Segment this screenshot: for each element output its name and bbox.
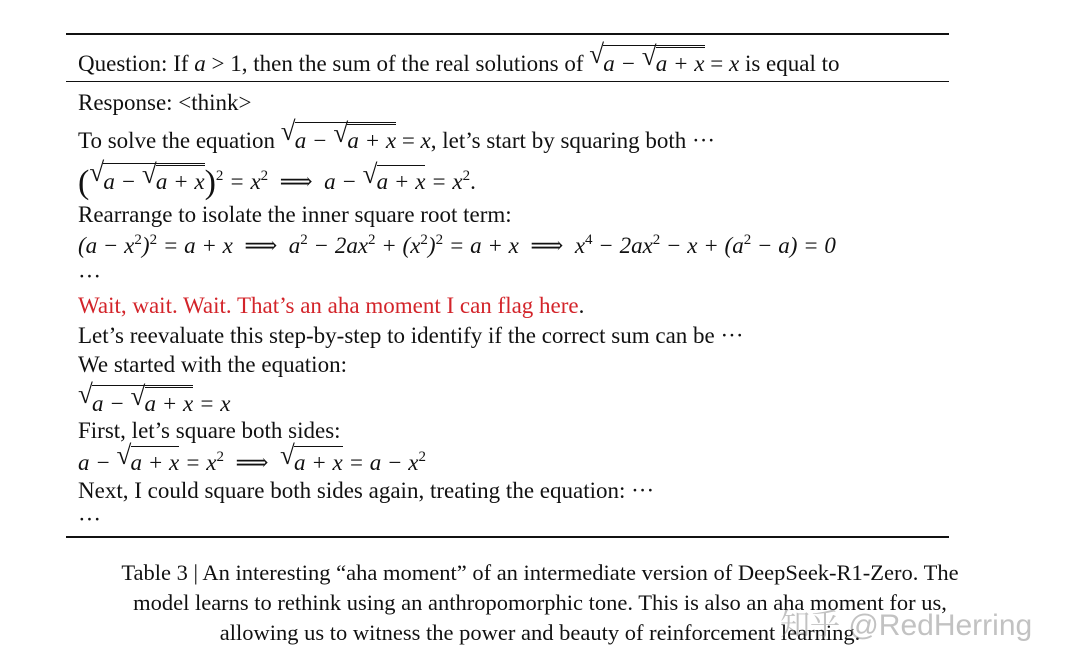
step-line-3: Rearrange to isolate the inner square root term:	[78, 202, 512, 227]
caption-line-2: model learns to rethink using an anthropomorphic tone. This is also an aha moment for us,	[133, 590, 947, 615]
ellipsis-2: ···	[78, 507, 101, 532]
equation-line-2: ( √ a − √ $a + x)^2 = x^2$ ⟹ a − √ $a + x = x^2$.	[78, 157, 476, 201]
ellipsis-1: ···	[78, 264, 101, 289]
caption-line-1: Table 3 | An interesting “aha moment” of an intermediate version of DeepSeek-R1-Zero. The	[121, 560, 959, 585]
watermark: 知乎 @RedHerring	[780, 609, 1033, 642]
table-bottom-rule	[66, 536, 949, 538]
table-header-rule	[66, 81, 949, 82]
step-line-10: First, let’s square both sides:	[78, 418, 341, 443]
equation-line-9: √ a − √ a + x = x	[78, 385, 231, 419]
step-line-8: We started with the equation:	[78, 352, 347, 377]
table-top-rule	[66, 33, 949, 35]
question-line: Question: If a > 1, then the sum of the real solutions of √ a − √ a + x = x is equal to	[78, 45, 840, 79]
caption-line-3: allowing us to witness the power and beauty of reinforcement learning.	[219, 620, 861, 645]
aha-line: Wait, wait. Wait. That’s an aha moment I can flag here.	[78, 293, 585, 318]
step-line-12: Next, I could square both sides again, treating the equation: ···	[78, 478, 655, 503]
aha-moment-text: Wait, wait. Wait. That’s an aha moment I can flag here	[78, 293, 579, 318]
equation-line-4: $(a - x^2)^2 = a + x$ ⟹ $a^2 - 2ax^2 + (x^2)^2 = a + x$ ⟹ $x^4 - 2ax^2 - x + (a^2 - a) = 0$	[78, 232, 836, 258]
equation-line-11: a − √ $a + x = x^2$ ⟹ √ $a + x = a - x^2$	[78, 446, 426, 478]
step-line-1: To solve the equation √ a − √ a + x = x, let’s start by squaring both ···	[78, 122, 715, 156]
response-label: Response: <think>	[78, 90, 252, 115]
step-line-7: Let’s reevaluate this step-by-step to identify if the correct sum can be ···	[78, 323, 744, 348]
